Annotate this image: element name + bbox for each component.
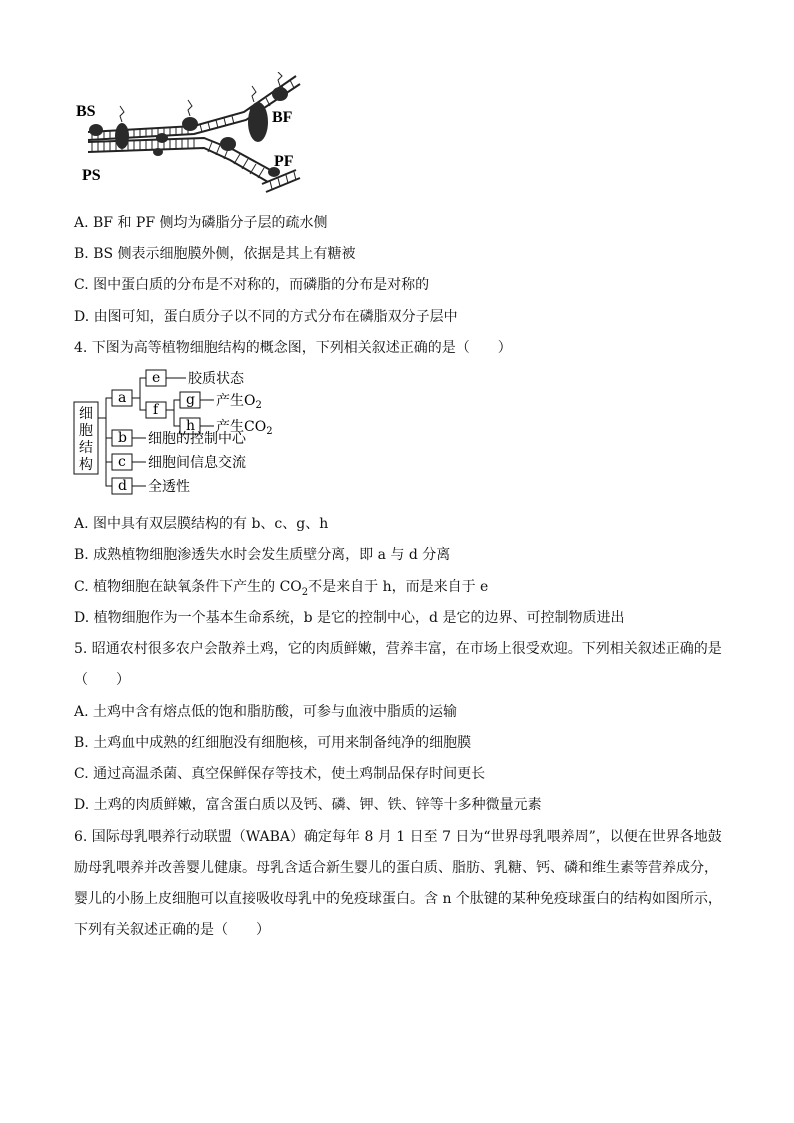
q5-option-a: A. 土鸡中含有熔点低的饱和脂肪酸，可参与血液中脂质的运输 bbox=[74, 704, 458, 720]
node-d: d bbox=[118, 478, 127, 494]
q4-option-a: A. 图中具有双层膜结构的有 b、c、g、h bbox=[74, 516, 329, 532]
node-c: c bbox=[118, 454, 126, 470]
node-g: g bbox=[186, 392, 195, 408]
q5-option-d: D. 土鸡的肉质鲜嫩，富含蛋白质以及钙、磷、钾、铁、锌等十多种微量元素 bbox=[74, 797, 542, 813]
q5-stem-line2: （ ） bbox=[74, 672, 130, 688]
node-b: b bbox=[118, 430, 127, 446]
cell-structure-concept-map bbox=[70, 366, 300, 502]
q5-stem-line1: 5. 昭通农村很多农户会散养土鸡，它的肉质鲜嫩，营养丰富，在市场上很受欢迎。下列相关叙述正确的是 bbox=[74, 641, 722, 657]
text-b: 细胞的控制中心 bbox=[148, 431, 246, 447]
label-bf: BF bbox=[272, 109, 293, 126]
q3-option-b: B. BS 侧表示细胞膜外侧，依据是其上有糖被 bbox=[74, 246, 356, 262]
q4-option-d: D. 植物细胞作为一个基本生命系统，b 是它的控制中心，d 是它的边界、可控制物质进出 bbox=[74, 610, 625, 626]
label-bs: BS bbox=[76, 103, 96, 120]
q6-line4: 下列有关叙述正确的是（ ） bbox=[74, 922, 270, 938]
q3-option-c: C. 图中蛋白质的分布是不对称的，而磷脂的分布是对称的 bbox=[74, 277, 430, 293]
q5-option-c: C. 通过高温杀菌、真空保鲜保存等技术，使土鸡制品保存时间更长 bbox=[74, 766, 486, 782]
node-e: e bbox=[152, 370, 161, 386]
text-h: 产生$CO_2$ bbox=[216, 419, 273, 437]
q5-option-b: B. 土鸡血中成熟的红细胞没有细胞核，可用来制备纯净的细胞膜 bbox=[74, 735, 472, 751]
q6-line2: 励母乳喂养并改善婴儿健康。母乳含适合新生婴儿的蛋白质、脂肪、乳糖、钙、磷和维生素等营养成分， bbox=[74, 860, 718, 876]
node-a: a bbox=[118, 390, 127, 406]
q3-option-a: A. BF 和 PF 侧均为磷脂分子层的疏水侧 bbox=[74, 215, 328, 231]
text-e: 胶质状态 bbox=[188, 371, 244, 387]
membrane-freeze-fracture-figure bbox=[74, 72, 314, 204]
text-d: 全透性 bbox=[148, 479, 190, 495]
concept-root-label: 细胞结构 bbox=[79, 406, 93, 473]
q4-option-c: C. 植物细胞在缺氧条件下产生的 $CO_2$不是来自于 h，而是来自于 e bbox=[74, 579, 489, 598]
q4-stem: 4. 下图为高等植物细胞结构的概念图，下列相关叙述正确的是（ ） bbox=[74, 340, 512, 356]
label-pf: PF bbox=[274, 153, 294, 170]
q3-option-d: D. 由图可知，蛋白质分子以不同的方式分布在磷脂双分子层中 bbox=[74, 309, 458, 325]
node-h: h bbox=[186, 418, 196, 434]
q6-line3: 婴儿的小肠上皮细胞可以直接吸收母乳中的免疫球蛋白。含 n 个肽键的某种免疫球蛋白的结构如图所示， bbox=[74, 891, 722, 907]
label-ps: PS bbox=[82, 167, 101, 184]
q4-option-b: B. 成熟植物细胞渗透失水时会发生质壁分离，即 a 与 d 分离 bbox=[74, 547, 451, 563]
text-g: 产生$O_2$ bbox=[216, 393, 262, 411]
node-f: f bbox=[153, 402, 159, 418]
text-c: 细胞间信息交流 bbox=[148, 455, 246, 471]
q6-line1: 6. 国际母乳喂养行动联盟（WABA）确定每年 8 月 1 日至 7 日为“世界母乳喂养周”，以便在世界各地鼓 bbox=[74, 829, 722, 845]
